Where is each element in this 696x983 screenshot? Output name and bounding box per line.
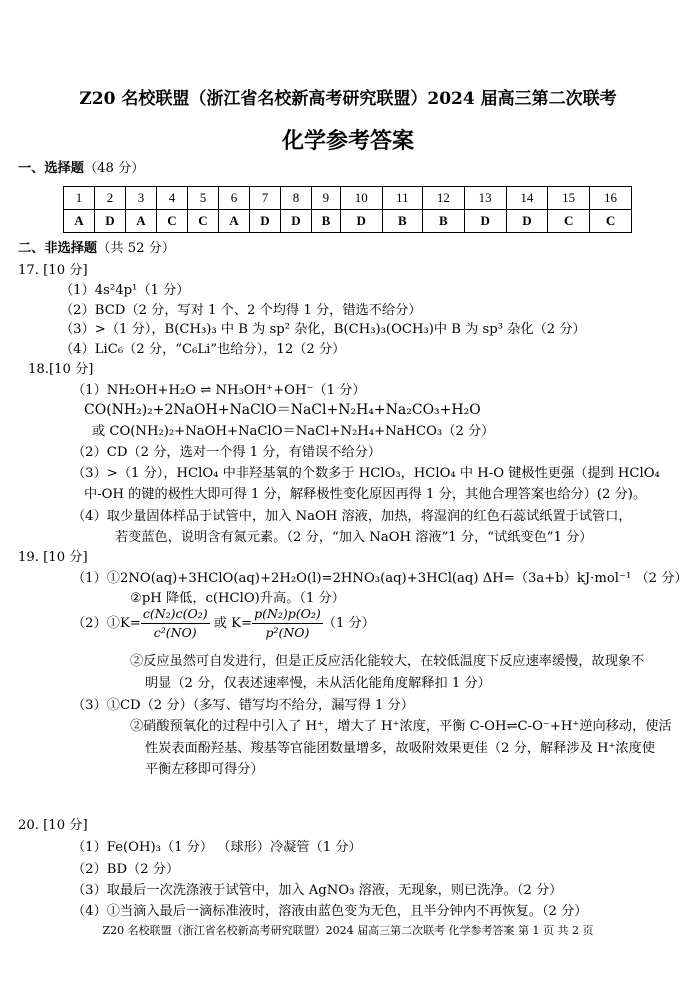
k-points: （1 分） [322,616,375,631]
q19-answer: （1）①2NO(aq)+3HClO(aq)+2H₂O(l)=2HNO₃(aq)+3HCl(aq) ΔH=（3a+b）kJ·mol⁻¹ （2 分） [72,571,688,586]
q20-answer: （4）①当滴入最后一滴标准液时，溶液由蓝色变为无色，且半分钟内不再恢复。（2 分） [72,904,588,919]
answer-table [63,186,632,233]
q18-answer: 若变蓝色，说明含有氮元素。（2 分，“加入 NaOH 溶液”1 分，“试纸变色”1 分） [115,530,593,545]
question-number-cell: 11 [382,187,422,210]
q20-answer: （3）取最后一次洗涤液于试管中，加入 AgNO₃ 溶液，无现象，则已洗净。（2 分） [72,883,563,898]
q19-answer: ②硝酸预氧化的过程中引入了 H⁺，增大了 H⁺浓度，平衡 C-OH⇌C-O⁻+H⁺逆向移动，使活 [130,719,672,734]
k-prefix: （2）①K= [72,616,141,631]
section-2-points: （共 52 分） [97,241,176,256]
q18-answer: CO(NH₂)₂+2NaOH+NaClO＝NaCl+N₂H₄+Na₂CO₃+H₂O [84,402,481,418]
section-2-title: 二、非选择题 [18,241,98,256]
answer-cell: B [382,210,422,233]
question-number-cell: 15 [548,187,590,210]
answer-cell: A [126,210,157,233]
answer-row [64,210,632,233]
answer-cell: D [506,210,548,233]
answer-cell: A [219,210,250,233]
answer-cell: D [250,210,281,233]
question-number-cell: 8 [281,187,312,210]
q18-answer: （1）NH₂OH+H₂O ⇌ NH₃OH⁺+OH⁻（1 分） [72,383,366,398]
question-number-cell: 16 [590,187,632,210]
q19-answer: 性炭表面酚羟基、羧基等官能团数量增多，故吸附效果更佳（2 分，解释涉及 H⁺浓度使 [145,741,655,756]
section-1-heading [18,160,144,178]
section-2-heading [18,240,175,258]
q17-answer: （1）4s²4p¹（1 分） [60,283,190,298]
answer-cell: B [312,210,341,233]
q19-answer: 平衡左移即可得分） [145,762,264,777]
answer-cell: C [548,210,590,233]
q18-answer: （3）>（1 分），HClO₄ 中非羟基氧的个数多于 HClO₃，HClO₄ 中 H-O 键极性更强（提到 HClO₄ [72,466,660,481]
q19-title: 19. [10 分] [18,550,88,565]
question-number-cell: 5 [188,187,219,210]
q19-answer: ②pH 降低，c(HClO)升高。（1 分） [130,591,345,606]
q20-title: 20. [10 分] [18,818,88,833]
fraction-numerator: c(N₂)c(O₂) [141,606,210,624]
answer-cell: A [64,210,95,233]
k-fraction-concentration [141,606,210,641]
answer-cell: C [590,210,632,233]
question-number-cell: 7 [250,187,281,210]
section-1-points: （48 分） [83,161,145,176]
document-title: Z20 名校联盟（浙江省名校新高考研究联盟）2024 届高三第二次联考 [79,89,617,109]
answer-cell: D [464,210,506,233]
question-number-cell: 14 [506,187,548,210]
k-or: 或 K= [209,616,253,631]
q18-answer: 中-OH 的键的极性大即可得 1 分，解释极性变化原因再得 1 分，其他合理答案也给分）(2 分)。 [84,487,647,502]
q19-answer: ②反应虽然可自发进行，但是正反应活化能较大，在较低温度下反应速率缓慢，故现象不 [130,654,645,669]
answer-cell: D [281,210,312,233]
answer-cell: C [188,210,219,233]
q17-answer: （4）LiC₆（2 分，“C₆Li”也给分），12（2 分） [60,342,346,357]
q20-answer: （2）BD（2 分） [72,862,180,877]
q18-answer: （4）取少量固体样品于试管中，加入 NaOH 溶液，加热，将湿润的红色石蕊试纸置于试管口， [72,509,632,524]
question-number-cell: 2 [95,187,126,210]
question-number-cell: 3 [126,187,157,210]
q18-answer: （2）CD（2 分，选对一个得 1 分，有错误不给分） [72,445,381,460]
fraction-denominator: p²(NO) [265,625,310,640]
page-footer: Z20 名校联盟（浙江省名校新高考研究联盟）2024 届高三第二次联考 化学参考答案 第 1 页 共 2 页 [102,924,594,937]
fraction-numerator: p(N₂)p(O₂) [252,606,323,624]
answer-cell: C [157,210,188,233]
fraction-denominator: c²(NO) [153,625,197,640]
q19-equilibrium-constant [72,606,375,642]
q18-title: 18.[10 分] [28,362,94,377]
q20-answer: （1）Fe(OH)₃（1 分） （球形）冷凝管（1 分） [72,840,362,855]
q18-answer: 或 CO(NH₂)₂+NaOH+NaClO＝NaCl+N₂H₄+NaHCO₃（2 分） [92,424,495,439]
question-number-cell: 10 [340,187,382,210]
k-fraction-pressure [252,606,323,641]
answer-cell: B [423,210,465,233]
answer-cell: D [340,210,382,233]
answer-cell: D [95,210,126,233]
question-number-cell: 13 [464,187,506,210]
q17-title: 17. [10 分] [18,263,88,278]
q17-answer: （2）BCD（2 分，写对 1 个、2 个均得 1 分，错选不给分） [60,303,422,318]
question-number-cell: 12 [423,187,465,210]
q19-answer: （3）①CD（2 分）（多写、错写均不给分，漏写得 1 分） [72,698,414,713]
q17-answer: （3）>（1 分），B(CH₃)₃ 中 B 为 sp² 杂化，B(CH₃)₃(OCH₃)中 B 为 sp³ 杂化（2 分） [60,322,586,337]
question-number-cell: 1 [64,187,95,210]
question-number-row [64,187,632,210]
q19-answer: 明显（2 分，仅表述速率慢，未从活化能角度解释扣 1 分） [145,676,491,691]
question-number-cell: 6 [219,187,250,210]
question-number-cell: 4 [157,187,188,210]
section-1-title: 一、选择题 [18,161,84,176]
question-number-cell: 9 [312,187,341,210]
document-subtitle: 化学参考答案 [281,128,414,154]
